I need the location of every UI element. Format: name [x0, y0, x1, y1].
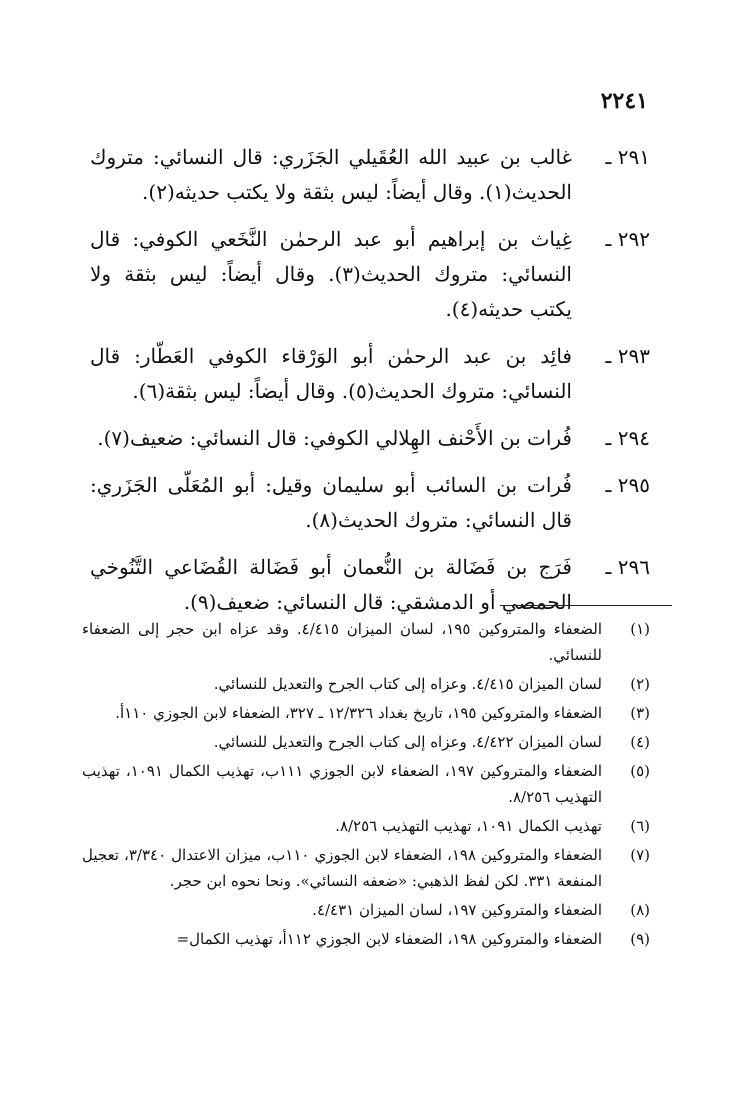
narrator-entries	[90, 140, 650, 632]
entry-number: ٢٩١ ـ	[605, 145, 650, 169]
footnote-number: (٥)	[630, 762, 650, 780]
footnote	[82, 758, 650, 810]
entry-text: فُرات بن السائب أبو سليمان وقيل: أبو المُعَلّى الجَزَري: قال النسائي: متروك الحديث(٨).	[90, 473, 572, 532]
footnote	[82, 700, 650, 726]
entry-text: غالب بن عبيد الله العُقَيلي الجَزَري: قال النسائي: متروك الحديث(١). وقال أيضاً: ليس بثقة ولا يكتب حديثه(٢).	[90, 145, 572, 204]
footnote-number: (٧)	[630, 846, 650, 864]
footnote	[82, 616, 650, 668]
footnote	[82, 729, 650, 755]
entry-number: ٢٩٢ ـ	[605, 227, 650, 251]
footnote-text: الضعفاء والمتروكين ١٩٥، لسان الميزان ٤/٤١٥. وقد عزاه ابن حجر إلى الضعفاء للنسائي.	[82, 620, 602, 664]
footnote-divider	[500, 605, 672, 606]
footnote	[82, 897, 650, 923]
entry	[90, 222, 650, 327]
entry-number: ٢٩٣ ـ	[605, 344, 650, 368]
footnote-text: الضعفاء والمتروكين ١٩٨، الضعفاء لابن الجوزي ١١٢أ، تهذيب الكمال=	[176, 930, 602, 948]
entry	[90, 468, 650, 538]
entry-number: ٢٩٥ ـ	[605, 473, 650, 497]
footnotes	[82, 616, 650, 955]
footnote-text: لسان الميزان ٤/٤١٥. وعزاه إلى كتاب الجرح والتعديل للنسائي.	[213, 675, 602, 693]
page-number: ٢٢٤١	[600, 88, 648, 114]
footnote	[82, 926, 650, 952]
footnote-text: لسان الميزان ٤/٤٢٢. وعزاه إلى كتاب الجرح والتعديل للنسائي.	[213, 733, 602, 751]
footnote-number: (٨)	[630, 901, 650, 919]
entry	[90, 550, 650, 620]
entry-text: فائِد بن عبد الرحمٰن أبو الوَرْقاء الكوفي العَطّار: قال النسائي: متروك الحديث(٥). وقال أيضاً: ليس بثقة(٦).	[90, 344, 572, 403]
entry	[90, 421, 650, 456]
entry	[90, 339, 650, 409]
footnote-number: (٦)	[630, 817, 650, 835]
entry-number: ٢٩٦ ـ	[605, 555, 650, 579]
entry-number: ٢٩٤ ـ	[605, 426, 650, 450]
entry-text: فُرات بن الأَحْنف الهِلالي الكوفي: قال النسائي: ضعيف(٧).	[97, 426, 572, 450]
footnote-number: (٢)	[630, 675, 650, 693]
footnote	[82, 671, 650, 697]
entry-text: فَرَج بن فَضَالة بن النُّعمان أبو فَضَالة القُضَاعي التَّنُوخي الحمصي أو الدمشقي: قال النسائي: ضعيف(٩).	[90, 555, 572, 614]
footnote-text: الضعفاء والمتروكين ١٩٥، تاريخ بغداد ١٢/٣٢٦ ـ ٣٢٧، الضعفاء لابن الجوزي ١١٠أ.	[115, 704, 602, 722]
footnote-number: (٤)	[630, 733, 650, 751]
footnote-text: الضعفاء والمتروكين ١٩٨، الضعفاء لابن الجوزي ١١٠ب، ميزان الاعتدال ٣/٣٤٠، تعجيل المنفعة ٣٣١. لكن لفظ الذهبي: «ضعفه النسائي». ونحا نحوه ابن حجر.	[82, 846, 602, 890]
footnote-text: الضعفاء والمتروكين ١٩٧، لسان الميزان ٤/٤٣١.	[312, 901, 602, 919]
entry-text: غِياث بن إبراهيم أبو عبد الرحمٰن النَّخَعي الكوفي: قال النسائي: متروك الحديث(٣). وقال أيضاً: ليس بثقة ولا يكتب حديثه(٤).	[90, 227, 572, 321]
footnote-number: (١)	[630, 620, 650, 638]
entry	[90, 140, 650, 210]
footnote-number: (٩)	[630, 930, 650, 948]
footnote-text: الضعفاء والمتروكين ١٩٧، الضعفاء لابن الجوزي ١١١ب، تهذيب الكمال ١٠٩١، تهذيب التهذيب ٨/٢٥٦.	[82, 762, 602, 806]
footnote	[82, 842, 650, 894]
footnote	[82, 813, 650, 839]
footnote-text: تهذيب الكمال ١٠٩١، تهذيب التهذيب ٨/٢٥٦.	[335, 817, 602, 835]
footnote-number: (٣)	[630, 704, 650, 722]
